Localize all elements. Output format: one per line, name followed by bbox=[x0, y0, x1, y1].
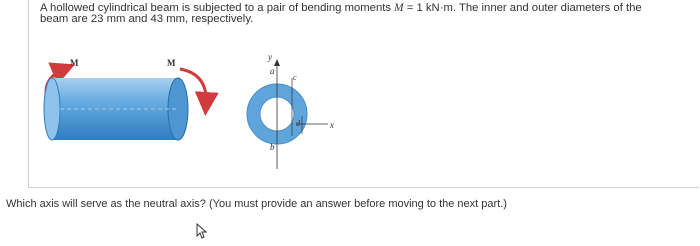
point-label-a: a bbox=[270, 66, 275, 76]
cross-section bbox=[247, 59, 328, 169]
axis-label-y: y bbox=[268, 52, 272, 62]
hollow-cylinder bbox=[44, 78, 188, 140]
moment-label-right: M bbox=[167, 58, 176, 68]
problem-line-2: beam are 23 mm and 43 mm, respectively. bbox=[40, 13, 254, 25]
problem-line1-rest: = 1 kN·m. The inner and outer diameters of the bbox=[403, 2, 642, 14]
dimension-label-d: d bbox=[296, 119, 300, 128]
moment-symbol: M bbox=[394, 2, 404, 14]
point-label-c: c bbox=[293, 73, 297, 82]
beam-figure bbox=[30, 44, 360, 174]
problem-statement bbox=[40, 3, 690, 25]
moment-label-left: M bbox=[70, 58, 79, 68]
question-prompt: Which axis will serve as the neutral axis? (You must provide an answer before moving to the next part.) bbox=[6, 198, 507, 210]
point-label-b: b bbox=[270, 142, 275, 152]
problem-line1-text: A hollowed cylindrical beam is subjected to a pair of bending moments bbox=[40, 2, 395, 14]
axis-label-x: x bbox=[330, 120, 334, 130]
mouse-pointer-icon bbox=[196, 223, 208, 239]
